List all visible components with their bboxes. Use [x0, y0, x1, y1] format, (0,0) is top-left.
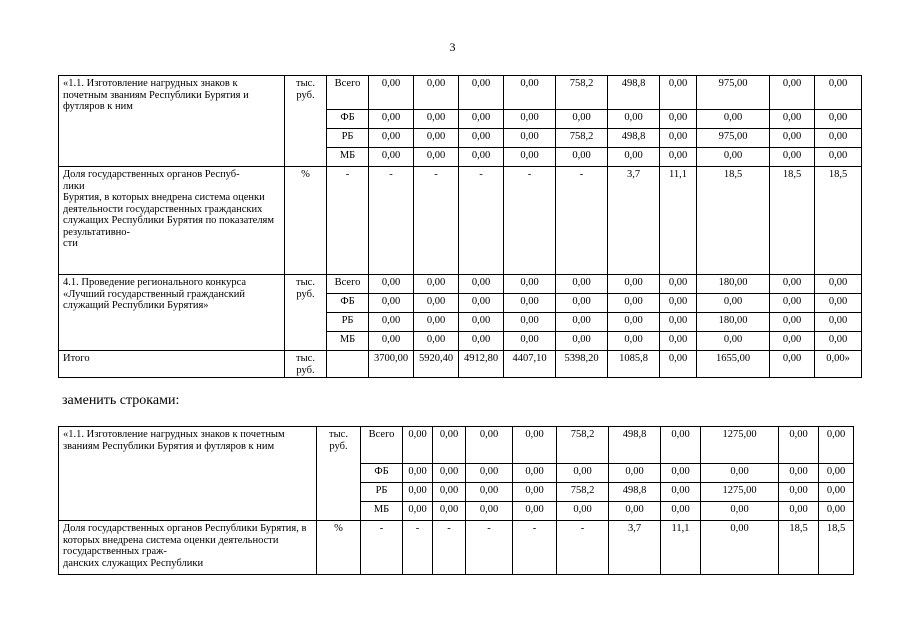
value-cell: 1275,00	[701, 483, 779, 502]
value-cell: 0,00	[466, 464, 513, 483]
value-cell: 0,00	[369, 110, 414, 129]
funding-source-cell: Всего	[327, 76, 369, 110]
value-cell: 0,00	[513, 483, 557, 502]
value-cell: -	[504, 167, 556, 275]
value-cell: 0,00	[556, 294, 608, 313]
value-cell: 758,2	[557, 483, 609, 502]
value-cell: 18,5	[770, 167, 815, 275]
funding-source-cell: РБ	[327, 129, 369, 148]
value-cell: -	[433, 521, 466, 575]
value-cell: 0,00	[369, 148, 414, 167]
value-cell: 0,00	[414, 110, 459, 129]
value-cell: 0,00	[504, 76, 556, 110]
table-row	[59, 521, 854, 575]
page-number: 3	[449, 40, 456, 54]
value-cell: 0,00	[556, 313, 608, 332]
value-cell: 0,00	[459, 294, 504, 313]
value-cell: 498,8	[608, 76, 660, 110]
value-cell: -	[556, 167, 608, 275]
value-cell: -	[466, 521, 513, 575]
value-cell: 0,00	[770, 275, 815, 294]
value-cell: 0,00	[414, 148, 459, 167]
value-cell: 0,00	[608, 275, 660, 294]
value-cell: 0,00	[433, 427, 466, 464]
value-cell: 0,00	[466, 502, 513, 521]
value-cell: 0,00	[697, 148, 770, 167]
unit-cell: тыс. руб.	[285, 76, 327, 167]
value-cell: 0,00	[770, 148, 815, 167]
value-cell: 0,00	[815, 148, 862, 167]
value-cell: 0,00	[466, 483, 513, 502]
value-cell: 0,00	[697, 110, 770, 129]
value-cell: 0,00	[459, 148, 504, 167]
value-cell: 0,00	[556, 275, 608, 294]
value-cell: 0,00	[414, 76, 459, 110]
table-row	[59, 76, 862, 110]
value-cell: 0,00	[557, 464, 609, 483]
value-cell: 0,00	[369, 275, 414, 294]
unit-cell: тыс. руб.	[285, 275, 327, 351]
value-cell: 0,00	[608, 313, 660, 332]
funding-source-cell: РБ	[327, 313, 369, 332]
value-cell: 4407,10	[504, 351, 556, 378]
value-cell: 11,1	[661, 521, 701, 575]
value-cell: 0,00	[697, 294, 770, 313]
unit-cell: %	[285, 167, 327, 275]
value-cell: 0,00	[459, 76, 504, 110]
value-cell: 758,2	[556, 76, 608, 110]
value-cell: 0,00	[433, 464, 466, 483]
value-cell: 0,00	[701, 502, 779, 521]
value-cell: 0,00»	[815, 351, 862, 378]
value-cell: -	[369, 167, 414, 275]
value-cell: 0,00	[779, 483, 819, 502]
value-cell: 0,00	[815, 275, 862, 294]
value-cell: 0,00	[770, 76, 815, 110]
value-cell: 0,00	[660, 294, 697, 313]
value-cell: -	[557, 521, 609, 575]
value-cell: 0,00	[661, 502, 701, 521]
indicator-name: Доля государственных органов Республики Бурятия, в которых внедрена система оценки деятельности государственных граж- данских служащих Республики	[59, 521, 317, 575]
funding-source-cell: МБ	[327, 148, 369, 167]
value-cell: -	[327, 167, 369, 275]
value-cell: 0,00	[608, 332, 660, 351]
value-cell: 0,00	[403, 483, 433, 502]
value-cell: 0,00	[433, 502, 466, 521]
value-cell: 18,5	[819, 521, 854, 575]
value-cell: 0,00	[697, 332, 770, 351]
value-cell: 3700,00	[369, 351, 414, 378]
value-cell: 0,00	[504, 275, 556, 294]
value-cell: 18,5	[697, 167, 770, 275]
value-cell: 0,00	[466, 427, 513, 464]
value-cell: 0,00	[819, 427, 854, 464]
value-cell: 0,00	[513, 464, 557, 483]
value-cell: 0,00	[433, 483, 466, 502]
value-cell: 0,00	[608, 148, 660, 167]
value-cell: 758,2	[557, 427, 609, 464]
value-cell: 180,00	[697, 275, 770, 294]
value-cell: 0,00	[660, 351, 697, 378]
table-row	[59, 275, 862, 294]
value-cell: 0,00	[819, 502, 854, 521]
value-cell: 0,00	[557, 502, 609, 521]
table-body	[59, 427, 854, 575]
value-cell: 0,00	[504, 332, 556, 351]
value-cell: 0,00	[459, 332, 504, 351]
funding-source-cell: РБ	[361, 483, 403, 502]
value-cell: 0,00	[660, 332, 697, 351]
value-cell: 498,8	[608, 129, 660, 148]
value-cell: 0,00	[369, 129, 414, 148]
value-cell: 5920,40	[414, 351, 459, 378]
value-cell: 180,00	[697, 313, 770, 332]
table-row	[59, 167, 862, 275]
value-cell: 0,00	[770, 351, 815, 378]
unit-cell: тыс. руб.	[285, 351, 327, 378]
unit-cell: %	[317, 521, 361, 575]
value-cell: 0,00	[504, 129, 556, 148]
value-cell: 975,00	[697, 76, 770, 110]
value-cell: 0,00	[403, 502, 433, 521]
value-cell: 18,5	[815, 167, 862, 275]
table-body	[59, 76, 862, 378]
value-cell: 0,00	[779, 502, 819, 521]
table-row	[59, 427, 854, 464]
value-cell: 0,00	[414, 332, 459, 351]
funding-source-cell: ФБ	[327, 294, 369, 313]
value-cell: 0,00	[369, 76, 414, 110]
value-cell: 0,00	[660, 148, 697, 167]
value-cell: 0,00	[504, 294, 556, 313]
value-cell: 758,2	[556, 129, 608, 148]
value-cell: 1275,00	[701, 427, 779, 464]
value-cell: 0,00	[414, 313, 459, 332]
value-cell: 498,8	[609, 483, 661, 502]
value-cell: 0,00	[660, 76, 697, 110]
indicator-name: Доля государственных органов Респуб- лики Бурятия, в которых внедрена система оценки деятельности государственных гражданских служащих Республики Бурятия по показателям результативно- сти	[59, 167, 285, 275]
value-cell: 0,00	[815, 129, 862, 148]
value-cell: 498,8	[609, 427, 661, 464]
value-cell: 0,00	[770, 332, 815, 351]
funding-source-cell	[327, 351, 369, 378]
value-cell: 0,00	[414, 275, 459, 294]
value-cell: 0,00	[513, 502, 557, 521]
value-cell: 0,00	[459, 275, 504, 294]
funding-source-cell: ФБ	[361, 464, 403, 483]
funding-source-cell: Всего	[327, 275, 369, 294]
value-cell: 0,00	[608, 294, 660, 313]
value-cell: 0,00	[815, 313, 862, 332]
value-cell: 11,1	[660, 167, 697, 275]
value-cell: 0,00	[608, 110, 660, 129]
funding-source-cell: МБ	[361, 502, 403, 521]
value-cell: 0,00	[661, 464, 701, 483]
value-cell: 0,00	[815, 110, 862, 129]
value-cell: 0,00	[504, 148, 556, 167]
value-cell: -	[414, 167, 459, 275]
indicator-name: «1.1. Изготовление нагрудных знаков к почетным званиям Республики Бурятия и футляров к ним	[59, 76, 285, 167]
value-cell: 975,00	[697, 129, 770, 148]
value-cell: 0,00	[779, 464, 819, 483]
value-cell: 4912,80	[459, 351, 504, 378]
indicator-name: 4.1. Проведение регионального конкурса «Лучший государственный гражданский служащий Республики Бурятия»	[59, 275, 285, 351]
value-cell: 0,00	[770, 294, 815, 313]
value-cell: 3,7	[608, 167, 660, 275]
value-cell: -	[361, 521, 403, 575]
value-cell: 0,00	[660, 275, 697, 294]
value-cell: 18,5	[779, 521, 819, 575]
value-cell: 0,00	[414, 294, 459, 313]
value-cell: 0,00	[556, 110, 608, 129]
value-cell: 0,00	[609, 464, 661, 483]
value-cell: 0,00	[609, 502, 661, 521]
value-cell: 0,00	[504, 313, 556, 332]
value-cell: 0,00	[660, 129, 697, 148]
value-cell: 0,00	[504, 110, 556, 129]
value-cell: -	[403, 521, 433, 575]
value-cell: 0,00	[779, 427, 819, 464]
indicator-name: Итого	[59, 351, 285, 378]
value-cell: 0,00	[815, 76, 862, 110]
value-cell: 0,00	[819, 483, 854, 502]
value-cell: 0,00	[459, 313, 504, 332]
value-cell: 0,00	[815, 294, 862, 313]
value-cell: 0,00	[369, 294, 414, 313]
value-cell: 0,00	[403, 464, 433, 483]
funding-source-cell: ФБ	[327, 110, 369, 129]
replace-instruction: заменить строками:	[62, 393, 180, 408]
funding-source-cell: МБ	[327, 332, 369, 351]
value-cell: 0,00	[556, 148, 608, 167]
value-cell: -	[513, 521, 557, 575]
value-cell: 0,00	[369, 313, 414, 332]
value-cell: 3,7	[609, 521, 661, 575]
value-cell: 0,00	[369, 332, 414, 351]
value-cell: -	[459, 167, 504, 275]
table-row	[59, 351, 862, 378]
value-cell: 0,00	[556, 332, 608, 351]
replacement-rows-table	[58, 426, 854, 575]
value-cell: 1655,00	[697, 351, 770, 378]
funding-source-cell: Всего	[361, 427, 403, 464]
value-cell: 0,00	[414, 129, 459, 148]
value-cell: 0,00	[701, 521, 779, 575]
value-cell: 0,00	[403, 427, 433, 464]
value-cell: 0,00	[770, 313, 815, 332]
value-cell: 0,00	[660, 110, 697, 129]
value-cell: 5398,20	[556, 351, 608, 378]
unit-cell: тыс. руб.	[317, 427, 361, 521]
original-rows-table	[58, 75, 862, 378]
value-cell: 0,00	[513, 427, 557, 464]
value-cell: 0,00	[660, 313, 697, 332]
value-cell: 0,00	[819, 464, 854, 483]
value-cell: 0,00	[459, 110, 504, 129]
value-cell: 0,00	[770, 129, 815, 148]
indicator-name: «1.1. Изготовление нагрудных знаков к почетным званиям Республики Бурятия и футляров к ним	[59, 427, 317, 521]
value-cell: 1085,8	[608, 351, 660, 378]
value-cell: 0,00	[661, 483, 701, 502]
value-cell: 0,00	[661, 427, 701, 464]
value-cell: 0,00	[770, 110, 815, 129]
value-cell: 0,00	[815, 332, 862, 351]
value-cell: 0,00	[701, 464, 779, 483]
value-cell: 0,00	[459, 129, 504, 148]
